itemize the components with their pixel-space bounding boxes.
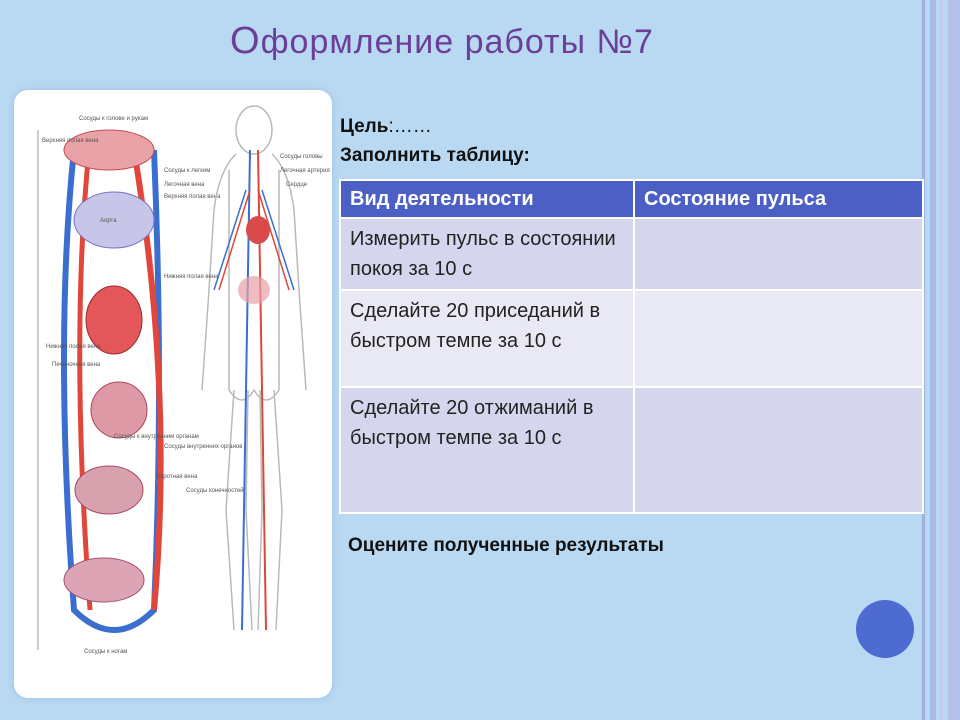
activity-cell: Сделайте 20 приседаний в быстром темпе за 10 с (340, 290, 634, 387)
label-lower-vena: Нижняя полая вена (46, 344, 101, 350)
label-limbs: Сосуды конечностей (186, 488, 244, 494)
label-heart: Сердце (286, 182, 308, 188)
label-inner-organs: Сосуды внутренних органов (164, 444, 243, 450)
label-portal: Воротная вена (156, 474, 198, 480)
circulation-illustration (14, 90, 332, 698)
table-row (340, 387, 923, 513)
decor-rail (940, 0, 943, 720)
activity-cell: Сделайте 20 отжиманий в быстром темпе за 10 с (340, 387, 634, 513)
pulse-cell[interactable] (634, 290, 923, 387)
label-organs: Сосуды к внутренним органам (114, 434, 199, 440)
label-head-vessels: Сосуды головы (280, 154, 323, 160)
pulse-cell[interactable] (634, 387, 923, 513)
label-hepatic: Печеночная вена (52, 362, 101, 368)
decor-circle (856, 600, 914, 658)
goal-line (340, 116, 432, 138)
label-lower-vena-body: Нижняя полая вена (164, 274, 219, 280)
slide-title (230, 20, 654, 63)
label-lungs: Сосуды к легким (164, 168, 211, 174)
pulse-cell[interactable] (634, 218, 923, 290)
label-pulm-vein: Легочная вена (164, 182, 205, 188)
title-first-letter: О (230, 20, 261, 62)
leg-capillaries (64, 558, 144, 602)
label-legs: Сосуды к ногам (84, 649, 128, 655)
table-row (340, 218, 923, 290)
circulatory-system-diagram (14, 90, 332, 698)
liver-capillaries (91, 382, 147, 438)
label-upper-vena: Верхняя полая вена (42, 138, 99, 144)
label-head-arms: Сосуды к голове и рукам (79, 116, 149, 122)
instruction-text: Заполнить таблицу: (340, 145, 530, 166)
table-header-row (340, 180, 923, 218)
decor-rail (930, 0, 936, 720)
table-row (340, 290, 923, 387)
evaluate-text: Оцените полученные результаты (348, 535, 664, 556)
head-capillaries (64, 130, 154, 170)
header-pulse: Состояние пульса (634, 180, 923, 218)
goal-value: :…… (388, 116, 432, 137)
goal-label: Цель (340, 116, 389, 137)
decor-rail (948, 0, 960, 720)
label-pulm-artery: Легочная артерия (280, 168, 330, 174)
pulse-table (339, 179, 924, 514)
title-rest: формление работы №7 (260, 23, 654, 61)
activity-cell: Измерить пульс в состоянии покоя за 10 с (340, 218, 634, 290)
organ-capillaries (75, 466, 143, 514)
label-aorta: Аорта (100, 218, 117, 224)
label-upper-vena2: Верхняя полая вена (164, 194, 221, 200)
header-activity: Вид деятельности (340, 180, 634, 218)
